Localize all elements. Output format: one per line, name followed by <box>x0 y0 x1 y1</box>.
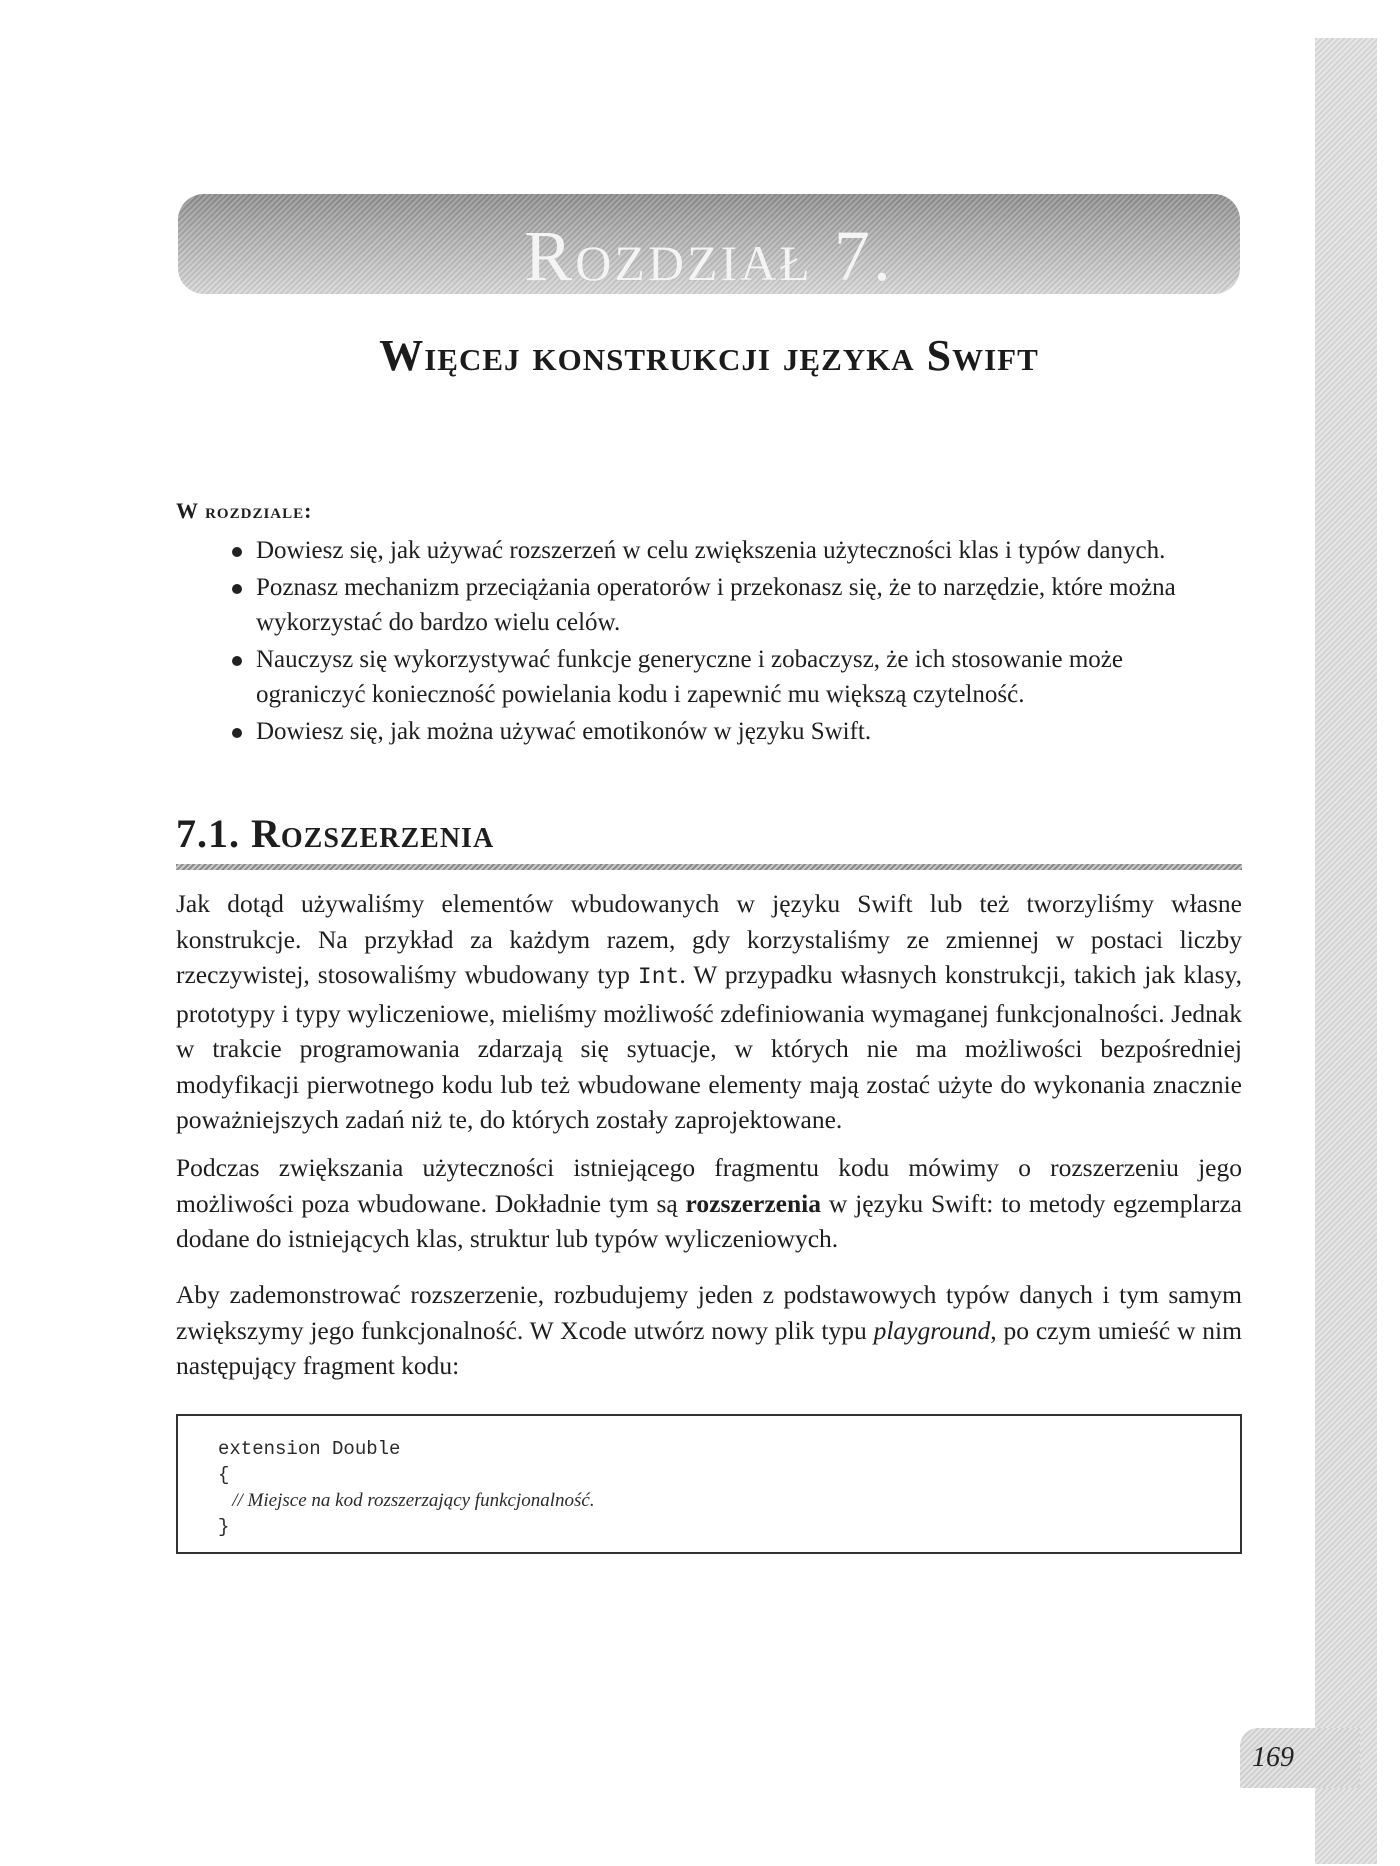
bullet-icon <box>232 728 242 738</box>
list-item <box>230 714 1230 749</box>
list-item-text: Poznasz mechanizm przeciążania operatorów i przekonasz się, że to narzędzie, które można wykorzystać do bardzo wielu celów. <box>256 574 1176 636</box>
code-line: } <box>218 1516 230 1538</box>
inline-code: Int <box>637 964 680 990</box>
paragraph-text: Podczas zwiększania użyteczności istniejącego fragmentu kodu mówimy o rozszerzeniu jego możliwości poza wbudowane. Dokładnie tym są <box>176 1153 1242 1218</box>
bullet-icon <box>232 584 242 594</box>
chapter-banner <box>178 194 1240 294</box>
code-comment: // Miejsce na kod rozszerzający funkcjonalność. <box>218 1490 595 1511</box>
paragraph-text: , po czym umieść w nim następujący fragment kodu: <box>176 1315 1242 1380</box>
intro-list <box>230 533 1230 751</box>
paragraph-1 <box>176 886 1242 1138</box>
paragraph-3 <box>176 1277 1242 1384</box>
page-edge-strip <box>1315 38 1377 1864</box>
list-item-text: Dowiesz się, jak używać rozszerzeń w celu zwiększenia użyteczności klas i typów danych. <box>256 537 1166 564</box>
paragraph-text: Aby zademonstrować rozszerzenie, rozbudujemy jeden z podstawowych typów danych i tym samym zwiększymy jego funkcjonalność. W Xcode utwórz nowy plik typu <box>176 1280 1242 1345</box>
code-line: { <box>218 1464 230 1486</box>
paragraph-text: Jak dotąd używaliśmy elementów wbudowanych w języku Swift lub też tworzyliśmy własne konstrukcje. Na przykład za każdym razem, gdy korzystaliśmy ze zmiennej w postaci liczby rzeczywistej, stosowaliśmy wbudowany typ <box>176 889 1242 989</box>
page-number: 169 <box>1240 1728 1360 1788</box>
paragraph-text: w języku Swift: to metody egzemplarza dodane do istniejących klas, struktur lub typów wyliczeniowych. <box>176 1188 1242 1253</box>
list-item-text: Nauczysz się wykorzystywać funkcje generyczne i zobaczysz, że ich stosowanie może ograniczyć konieczność powielania kodu i zapewnić mu większą czytelność. <box>256 646 1123 708</box>
chapter-title: Więcej konstrukcji języka Swift <box>379 331 1039 380</box>
list-item <box>230 533 1230 568</box>
section-divider <box>176 864 1242 870</box>
italic-term: playground <box>873 1315 991 1345</box>
intro-heading: W rozdziale: <box>176 498 313 523</box>
list-item <box>230 642 1230 712</box>
bullet-icon <box>232 547 242 557</box>
paragraph-2 <box>176 1150 1242 1257</box>
list-item-text: Dowiesz się, jak można używać emotikonów w języku Swift. <box>256 718 872 745</box>
bullet-icon <box>232 656 242 666</box>
list-item <box>230 570 1230 640</box>
section-heading: 7.1. Rozszerzenia <box>176 811 495 856</box>
bold-term: rozszerzenia <box>685 1188 822 1218</box>
code-listing <box>176 1414 1242 1554</box>
paragraph-text: . W przypadku własnych konstrukcji, takich jak klasy, prototypy i typy wyliczeniowe, mieliśmy możliwość zdefiniowania wymaganej funkcjonalności. Jednak w trakcie programowania zdarzają się sytuacje, w których nie ma możliwości bezpośredniej modyfikacji pierwotnego kodu lub też wbudowane elementy mają zostać użyte do wykonania znacznie poważniejszych zadań niż te, do których zostały zaprojektowane. <box>176 960 1242 1134</box>
chapter-label: Rozdział 7. <box>524 216 894 294</box>
code-line: extension Double <box>218 1438 401 1460</box>
